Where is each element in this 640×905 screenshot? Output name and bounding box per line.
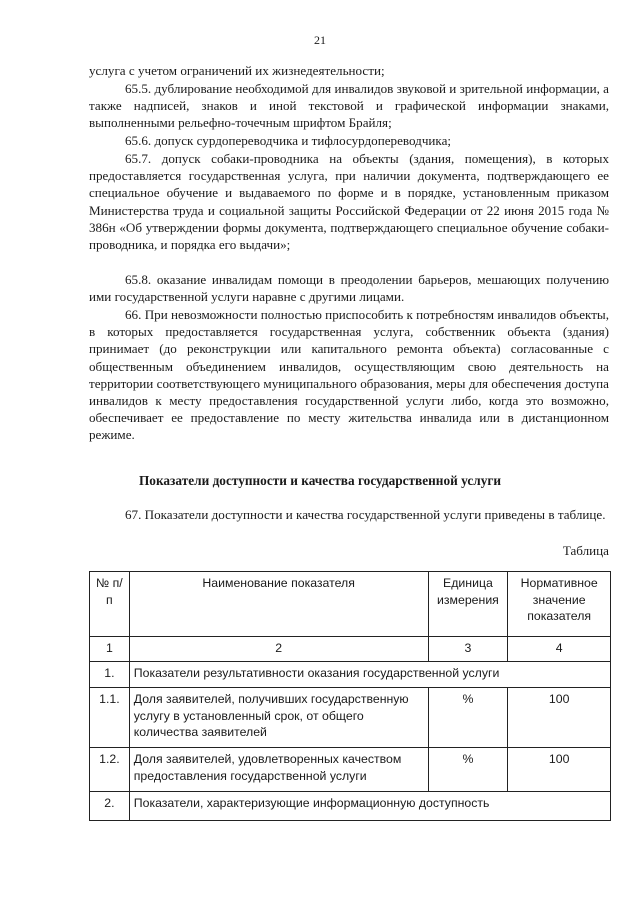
header-name: Наименование показателя	[129, 572, 428, 637]
section-title: Показатели, характеризующие информационную доступность	[129, 792, 610, 821]
table-section-row	[90, 662, 611, 688]
indicator-value: 100	[508, 748, 611, 792]
header-unit: Единица измерения	[428, 572, 508, 637]
paragraph-65-6: 65.6. допуск сурдопереводчика и тифлосурдопереводчика;	[125, 133, 452, 148]
row-num: 1.	[90, 662, 130, 688]
paragraph-66: 66. При невозможности полностью приспособить к потребностям инвалидов объекты, в которых предоставляется государственная услуга, собственник объекта (здания) принимает (до реконструкции или капитального ремонта объекта) согласованные с общественным объединением инвалидов, осуществляющим свою деятельность на территории соответствующего муниципального образования, меры для обеспечения доступа инвалидов к месту предоставления государственной услуги либо, когда это возможно, обеспечивает ее предоставление по месту жительства инвалида или в дистанционном режиме.	[89, 307, 609, 443]
paragraph-65-5: 65.5. дублирование необходимой для инвалидов звуковой и зрительной информации, а также надписей, знаков и иной текстовой и графической информации знаками, выполненными рельефно-точечным шрифтом Брайля;	[89, 81, 609, 131]
paragraph-67: 67. Показатели доступности и качества государственной услуги приведены в таблице.	[125, 507, 606, 522]
row-num: 1.2.	[90, 748, 130, 792]
indicator-value: 100	[508, 688, 611, 748]
table-section-row	[90, 792, 611, 821]
table-header-row	[90, 572, 611, 637]
index-cell: 4	[508, 637, 611, 662]
table-index-row	[90, 637, 611, 662]
indicators-table	[89, 571, 611, 821]
paragraph-continuation: услуга с учетом ограничений их жизнедеятельности;	[89, 63, 385, 78]
row-num: 2.	[90, 792, 130, 821]
table-row	[90, 688, 611, 748]
table-row	[90, 748, 611, 792]
indicator-unit: %	[428, 688, 508, 748]
index-cell: 1	[90, 637, 130, 662]
index-cell: 2	[129, 637, 428, 662]
section-heading: Показатели доступности и качества государственной услуги	[138, 473, 502, 488]
table-caption: Таблица	[562, 543, 609, 558]
paragraph-65-8: 65.8. оказание инвалидам помощи в преодолении барьеров, мешающих получению ими государственной услуги наравне с другими лицами.	[89, 272, 609, 305]
indicator-name: Доля заявителей, удовлетворенных качеством предоставления государственной услуги	[129, 748, 428, 792]
index-cell: 3	[428, 637, 508, 662]
indicator-unit: %	[428, 748, 508, 792]
section-title: Показатели результативности оказания государственной услуги	[129, 662, 610, 688]
indicator-name: Доля заявителей, получивших государственную услугу в установленный срок, от общего количества заявителей	[129, 688, 428, 748]
paragraph-65-7: 65.7. допуск собаки-проводника на объекты (здания, помещения), в которых предоставляется государственная услуга, при наличии документа, подтверждающего ее специальное обучение и выдаваемого по форме и в порядке, установленным приказом Министерства труда и социальной защиты Российской Федерации от 22 июня 2015 года № 386н «Об утверждении формы документа, подтверждающего специальное обучение собаки-проводника, и порядка его выдачи»;	[89, 151, 609, 253]
row-num: 1.1.	[90, 688, 130, 748]
page-number: 21	[314, 33, 326, 47]
header-num: № п/п	[90, 572, 130, 637]
header-norm: Нормативное значение показателя	[508, 572, 611, 637]
